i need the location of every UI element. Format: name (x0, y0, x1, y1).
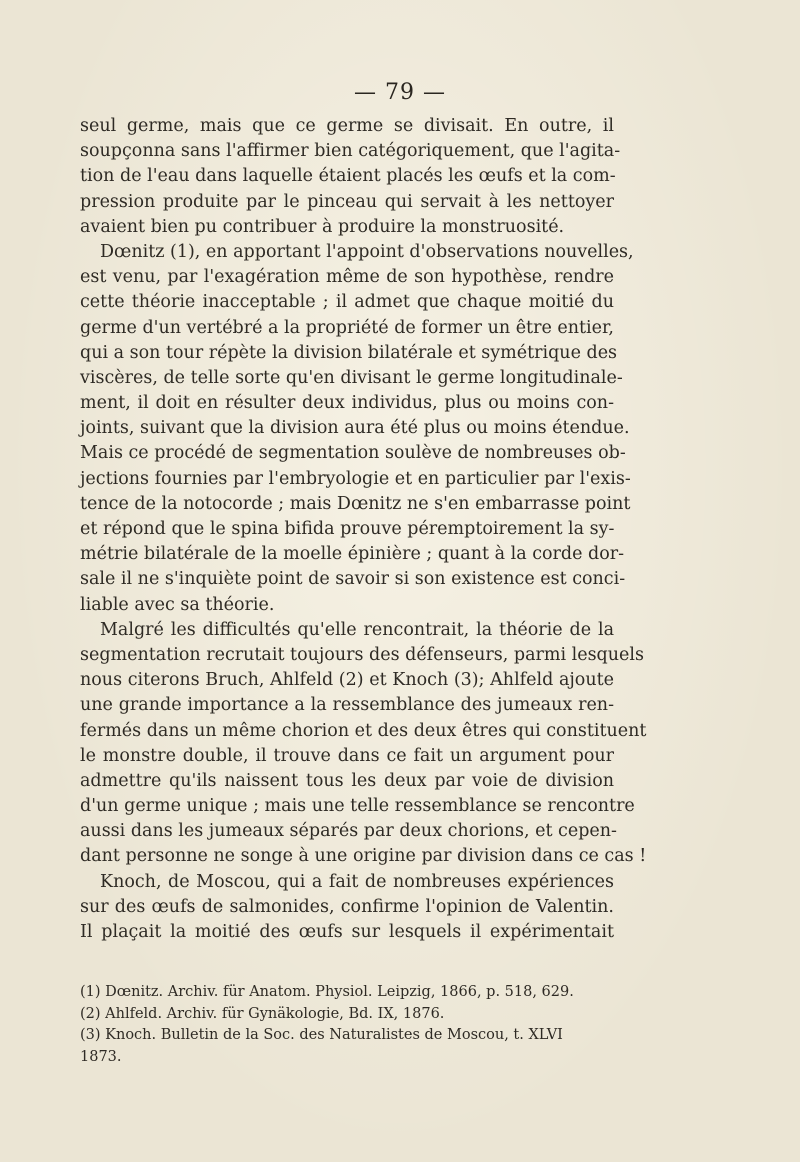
text-line: nous citerons Bruch, Ahlfeld (2) et Knoch (3); Ahlfeld ajoute (80, 670, 614, 691)
text-line: admettre qu'ils naissent tous les deux par voie de division (80, 770, 614, 791)
text-line: jections fournies par l'embryologie et en particulier par l'exis- (80, 468, 631, 489)
text-line: aussi dans les jumeaux séparés par deux chorions, et cepen- (80, 821, 617, 842)
text-line: Malgré les difficultés qu'elle rencontrait, la théorie de la (100, 619, 614, 640)
text-line: segmentation recrutait toujours des défenseurs, parmi lesquels (80, 644, 644, 665)
text-line: germe d'un vertébré a la propriété de former un être entier, (80, 317, 614, 338)
footnotes (80, 982, 614, 1068)
page-number: — 79 — (354, 80, 446, 105)
text-line: une grande importance a la ressemblance des jumeaux ren- (80, 695, 614, 716)
text-line: seul germe, mais que ce germe se divisait. En outre, il (80, 116, 614, 136)
text-line: ment, il doit en résulter deux individus, plus ou moins con- (80, 393, 614, 414)
text-line: métrie bilatérale de la moelle épinière ; quant à la corde dor- (80, 544, 625, 565)
text-line: soupçonna sans l'affirmer bien catégoriquement, que l'agita- (80, 141, 621, 162)
text-line: sale il ne s'inquiète point de savoir si son existence est conci- (80, 569, 626, 590)
text-line: sur des œufs de salmonides, confirme l'opinion de Valentin. (80, 896, 614, 917)
footnote: (2) Ahlfeld. Archiv. für Gynäkologie, Bd. IX, 1876. (80, 1005, 445, 1022)
text-line: avaient bien pu contribuer à produire la monstruosité. (80, 216, 565, 237)
text-line: Mais ce procédé de segmentation soulève de nombreuses ob- (80, 443, 626, 464)
footnote: (3) Knoch. Bulletin de la Soc. des Naturalistes de Moscou, t. XLVI (80, 1027, 563, 1043)
text-line: et répond que le spina bifida prouve péremptoirement la sy- (80, 519, 615, 539)
text-line: cette théorie inacceptable ; il admet que chaque moitié du (80, 292, 614, 313)
text-line: Knoch, de Moscou, qui a fait de nombreuses expériences (100, 871, 614, 892)
text-line: qui a son tour répète la division bilatérale et symétrique des (80, 342, 618, 363)
text-line: tence de la notocorde ; mais Dœnitz ne s'en embarrasse point (80, 493, 631, 514)
text-line: tion de l'eau dans laquelle étaient placés les œufs et la com- (80, 166, 616, 187)
text-line: est venu, par l'exagération même de son hypothèse, rendre (80, 267, 614, 288)
text-line: Dœnitz (1), en apportant l'appoint d'observations nouvelles, (100, 241, 634, 262)
text-line: Il plaçait la moitié des œufs sur lesquels il expérimentait (80, 922, 614, 942)
text-line: pression produite par le pinceau qui servait à les nettoyer (80, 191, 614, 212)
text-line: fermés dans un même chorion et des deux êtres qui constituent (80, 720, 647, 741)
footnote: (1) Dœnitz. Archiv. für Anatom. Physiol. Leipzig, 1866, p. 518, 629. (80, 984, 574, 1000)
text-line: dant personne ne songe à une origine par division dans ce cas ! (80, 846, 647, 867)
text-line: viscères, de telle sorte qu'en divisant le germe longitudinale- (80, 367, 623, 388)
text-line: d'un germe unique ; mais une telle ressemblance se rencontre (80, 796, 635, 817)
footnote: 1873. (80, 1048, 122, 1065)
body-text (80, 114, 647, 945)
text-line: le monstre double, il trouve dans ce fait un argument pour (80, 745, 614, 766)
text-line: liable avec sa théorie. (80, 594, 275, 615)
text-line: joints, suivant que la division aura été plus ou moins étendue. (80, 418, 630, 439)
